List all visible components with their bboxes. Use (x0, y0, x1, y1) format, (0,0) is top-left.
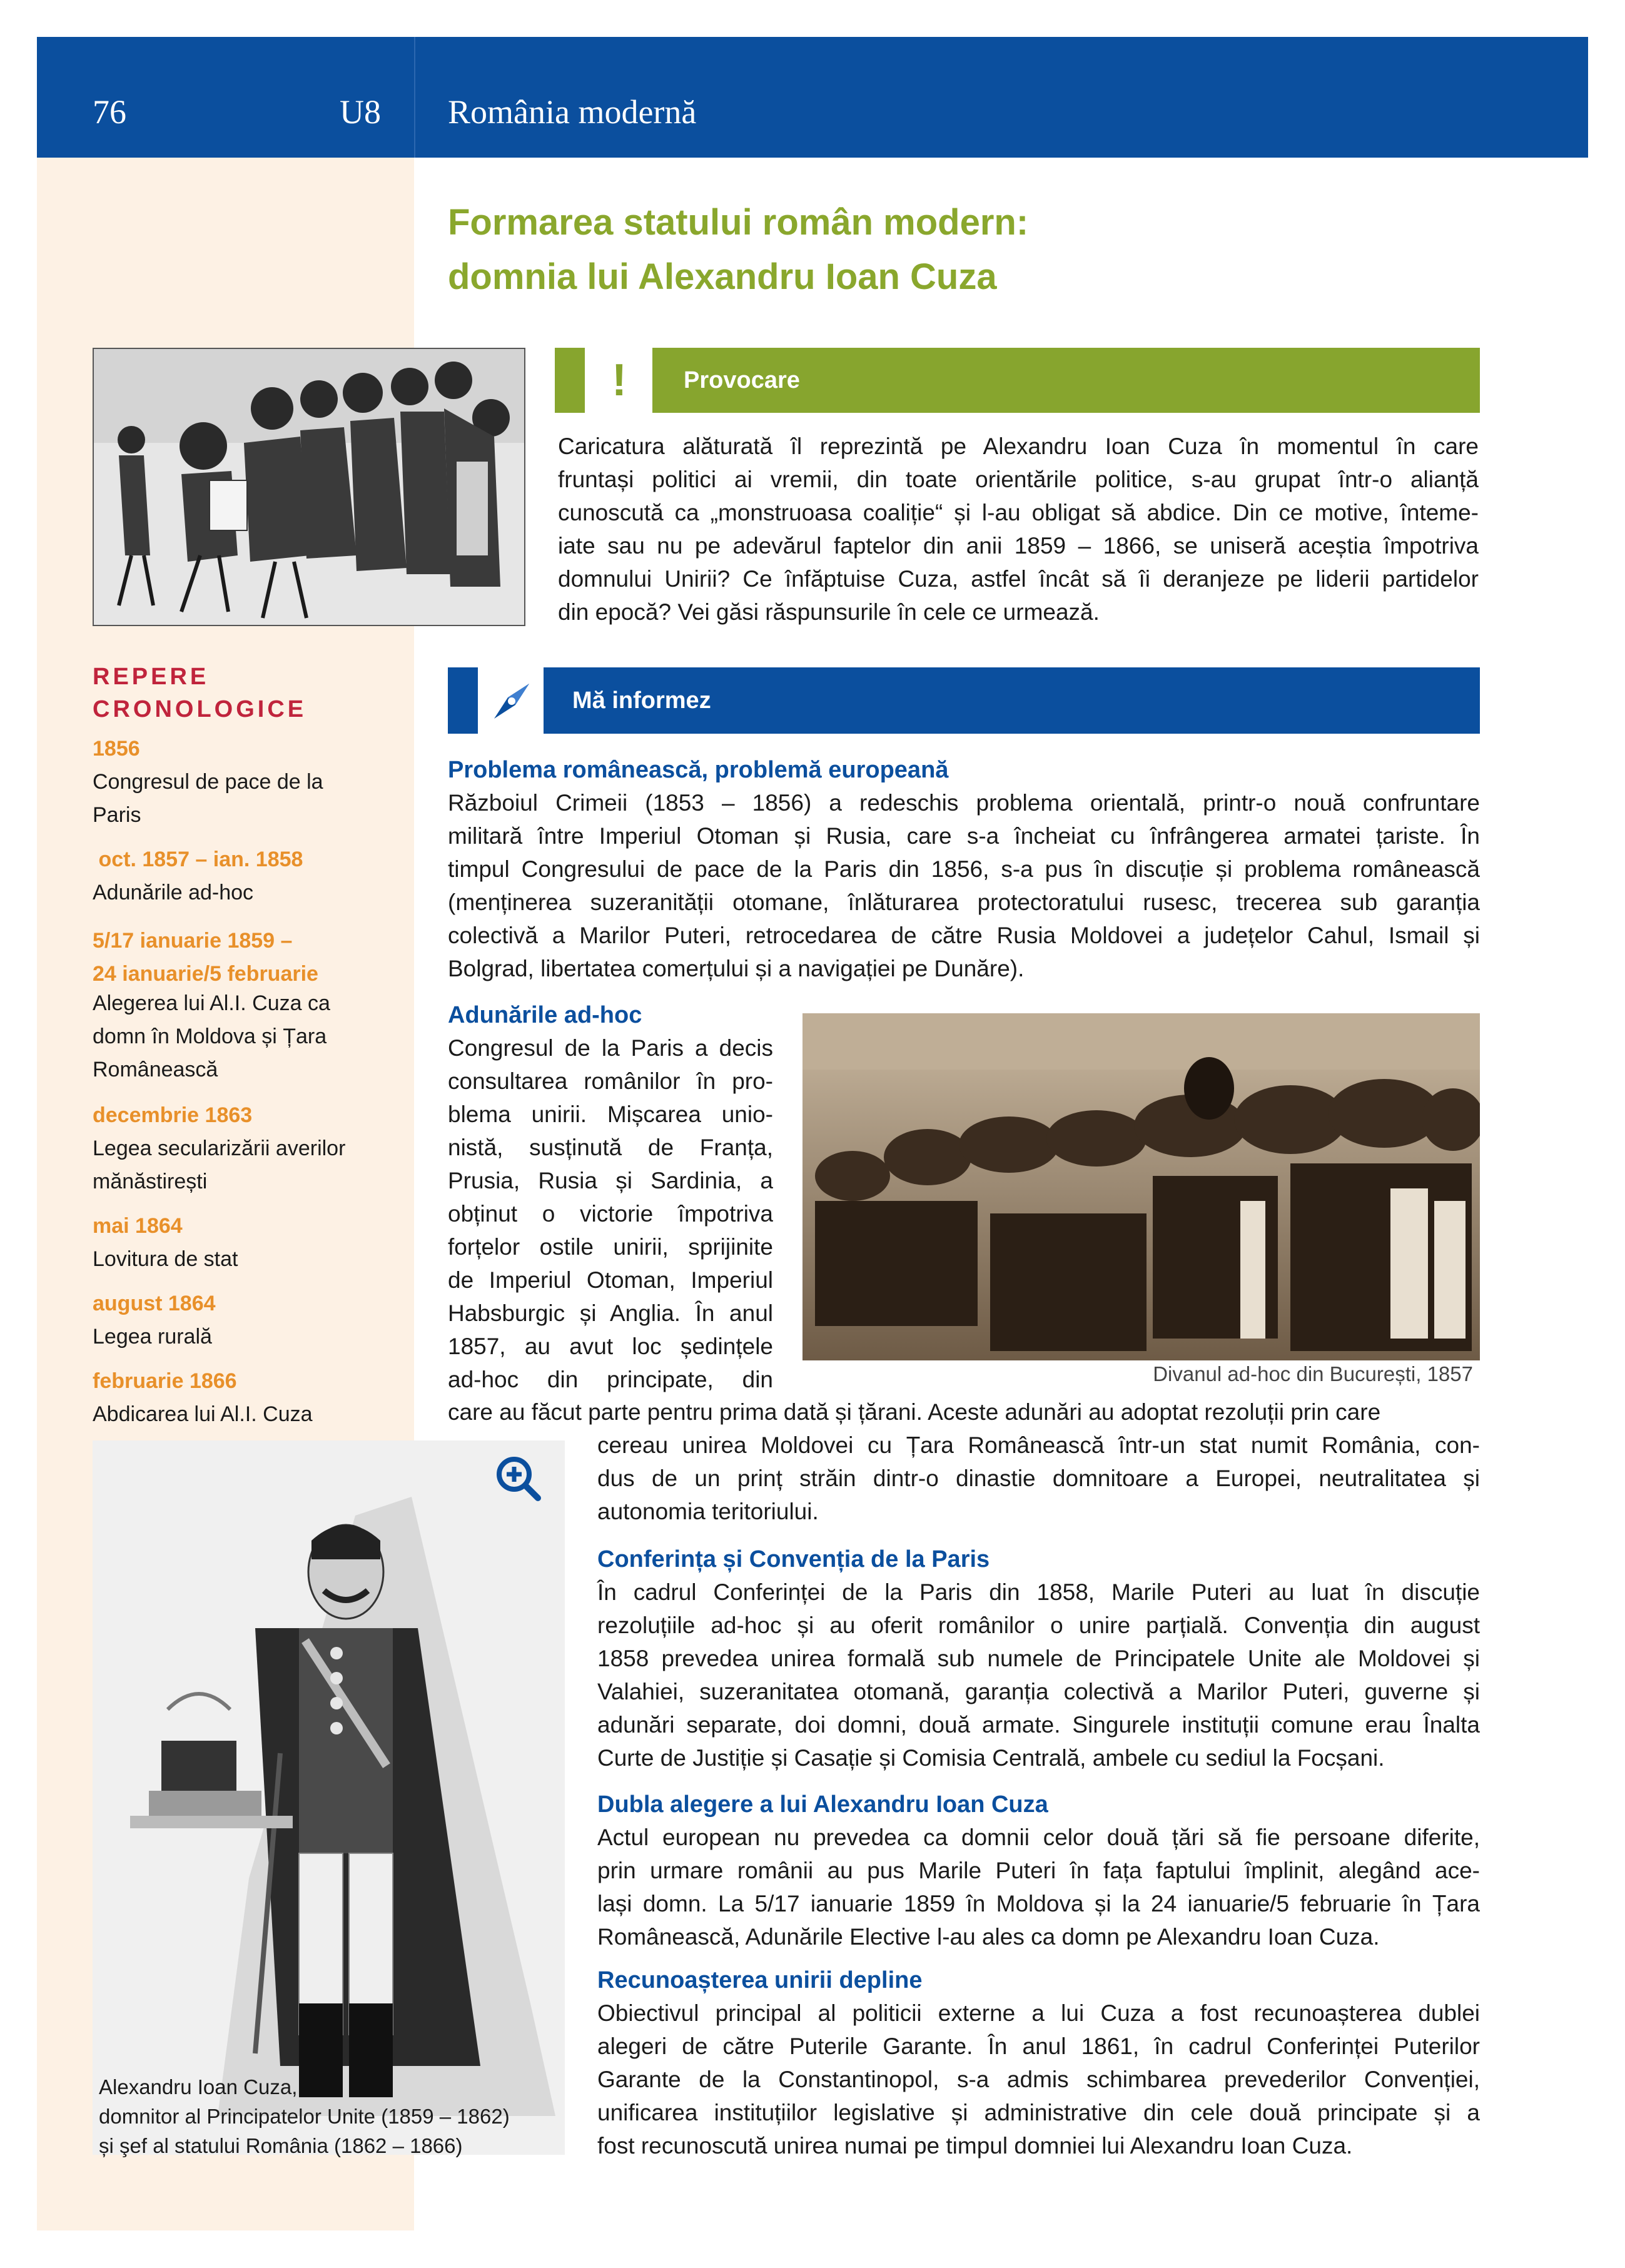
section-heading: Recunoașterea unirii depline (597, 1967, 923, 1993)
timeline-event-line: Abdicarea lui Al.I. Cuza (93, 1402, 313, 1426)
body-line: militară între Imperiul Otoman și Rusia, care s-a încheiat cu înfrângerea armatei țariste. În (448, 823, 1480, 849)
compass-icon (483, 672, 540, 730)
timeline-event-line: domn în Moldova și Țara (93, 1025, 327, 1048)
timeline-title (93, 661, 306, 726)
body-line: nistă, susținută de Franța, (448, 1135, 773, 1160)
body-line: Războiul Crimeii (1853 – 1856) a redeschis problema orientală, printr-o nouă confruntare (448, 790, 1480, 816)
cuza-portrait-image (93, 1440, 565, 2155)
caption-line: domnitor al Principatelor Unite (1859 – 1862) (99, 2105, 510, 2128)
timeline-date: decembrie 1863 (93, 1103, 253, 1127)
body-line: Garante de la Constantinopol, s-a admis schimbarea prevederilor Convenției, (597, 2067, 1480, 2092)
timeline-date: oct. 1857 – ian. 1858 (93, 848, 303, 871)
provocare-line: domnului Unirii? Ce înfăptuise Cuza, astfel încât să îi deranjeze pe liderii partidelor (558, 566, 1479, 592)
body-line: prin urmare românii au pus Marile Puteri în fața faptului împlinit, alegând ace- (597, 1858, 1480, 1883)
portrait-caption (99, 2072, 562, 2160)
body-line: ad-hoc din principate, din (448, 1367, 773, 1392)
provocare-label: Provocare (684, 367, 800, 393)
unit-label: U8 (340, 93, 381, 131)
body-line: obținut o victorie împotriva (448, 1201, 773, 1227)
body-line: blema unirii. Mișcarea unio- (448, 1101, 773, 1127)
timeline-event-line: Alegerea lui Al.I. Cuza ca (93, 991, 330, 1015)
timeline-event-line: mănăstirești (93, 1170, 208, 1193)
cuza-portrait-drawing (93, 1440, 565, 2155)
body-line: care au făcut parte pentru prima dată și țărani. Aceste adunări au adoptat rezoluții prin care (448, 1399, 1381, 1425)
section-body-narrow (448, 1031, 773, 1396)
body-line: unificarea instituțiilor legislative și administrative din cele două principate și a (597, 2100, 1480, 2125)
section-heading: Dubla alegere a lui Alexandru Ioan Cuza (597, 1791, 1048, 1818)
informez-accent-left (448, 667, 478, 734)
caricature-image (93, 348, 525, 626)
caption-line: și şef al statului România (1862 – 1866) (99, 2134, 463, 2157)
body-line: Curte de Justiție și Casație și Comisia Centrală, ambele cu sediul la Focșani. (597, 1745, 1385, 1771)
header-divider (414, 37, 415, 158)
timeline-event-line: Lovitura de stat (93, 1247, 238, 1271)
timeline-event (93, 1320, 387, 1354)
exclamation-icon: ! (612, 355, 627, 405)
body-line: cereau unirea Moldovei cu Țara Românească într-un stat numit România, con- (597, 1432, 1480, 1458)
body-line: timpul Congresului de pace de la Paris din 1856, s-a pus în discuție și problema românească (448, 856, 1480, 882)
section-body (597, 1576, 1480, 1774)
body-line: Actul european nu prevedea ca domnii celor două țări să fie persoane diferite, (597, 1825, 1480, 1850)
timeline-date: februarie 1866 (93, 1369, 237, 1393)
timeline-event-line: Românească (93, 1058, 218, 1081)
timeline-event (93, 1243, 387, 1276)
body-line: fost recunoscută unirea numai pe timpul domniei lui Alexandru Ioan Cuza. (597, 2133, 1353, 2159)
informez-label: Mă informez (572, 687, 711, 714)
timeline-event-line: Congresul de pace de la (93, 770, 323, 794)
provocare-line: iate sau nu pe adevărul faptelor din anii 1859 – 1866, se uniseră aceștia împotriva (558, 533, 1479, 559)
body-line: adunări separate, doi domni, două armate. Singurele instituții comune erau Înalta (597, 1712, 1480, 1738)
page-title-line-2: domnia lui Alexandru Ioan Cuza (448, 256, 997, 297)
body-line: Obiectivul principal al politicii externe a lui Cuza a fost recunoașterea dublei (597, 2000, 1480, 2026)
timeline-event (93, 1398, 387, 1431)
body-line: 1857, au avut loc ședințele (448, 1334, 773, 1359)
section-body (597, 1821, 1480, 1953)
timeline-date-line: 5/17 ianuarie 1859 – (93, 929, 293, 953)
body-line: dus de un prinț străin dintr-o dinastie domnitoare a Europei, neutralitatea și (597, 1466, 1480, 1491)
timeline-event-line: Paris (93, 803, 141, 827)
body-line: 1858 prevedea unirea formală sub numele de Principatele Unite ale Moldovei și (597, 1646, 1480, 1671)
provocare-line: din epocă? Vei găsi răspunsurile în cele ce urmează. (558, 599, 1100, 625)
body-line: autonomia teritoriului. (597, 1499, 819, 1524)
provocare-line: fruntași politici ai vremii, din toate orientările politice, s-au grupat într-o alianță (558, 467, 1479, 492)
section-body (597, 1997, 1480, 2162)
provocare-line: cunoscută ca „monstruoasa coaliție“ și l-au obligat să abdice. Din ce motive, înteme- (558, 500, 1479, 525)
section-heading: Problema românească, problemă europeană (448, 757, 949, 783)
caricature-drawing (94, 349, 524, 625)
provocare-bar (652, 348, 1480, 413)
page-title-line-1: Formarea statului român modern: (448, 202, 1029, 243)
body-line: alegeri de către Puterile Garante. În anul 1861, în cadrul Conferinței Puterilor (597, 2033, 1480, 2059)
timeline-event (93, 876, 387, 909)
divan-image-caption: Divanul ad-hoc din București, 1857 (1153, 1362, 1473, 1385)
body-line: Românească, Adunările Elective l-au ales ca domn pe Alexandru Ioan Cuza. (597, 1924, 1380, 1950)
timeline-title-line: CRONOLOGICE (93, 696, 307, 722)
timeline-date-line: 24 ianuarie/5 februarie (93, 962, 318, 986)
body-line: lași domn. La 5/17 ianuarie 1859 în Moldova și la 24 ianuarie/5 februarie în Țara (597, 1891, 1480, 1916)
body-line: de Imperiul Otoman, Imperiul (448, 1267, 773, 1293)
divan-scene (802, 1013, 1480, 1360)
provocare-text (558, 430, 1479, 629)
section-body (448, 786, 1480, 985)
page-number: 76 (93, 93, 126, 131)
provocare-accent-left (555, 348, 585, 413)
provocare-line: Caricatura alăturată îl reprezintă pe Alexandru Ioan Cuza în momentul în care (558, 433, 1479, 459)
timeline-date: mai 1864 (93, 1214, 183, 1238)
body-line: Valahiei, suzeranitatea otomană, garanția colectivă a Marilor Puteri, guverne și (597, 1679, 1480, 1704)
body-line: rezoluțiile ad-hoc și au oferit românilor o unire parțială. Convenția din august (597, 1612, 1480, 1638)
body-line: Prusia, Rusia și Sardinia, a (448, 1168, 773, 1193)
timeline-event (93, 987, 387, 1086)
body-line: colectivă a Marilor Puteri, retrocedarea de către Rusia Moldovei a județelor Cahul, Ismail și (448, 923, 1480, 948)
zoom-in-icon[interactable] (493, 1453, 543, 1503)
chapter-title: România modernă (448, 93, 697, 131)
section-heading: Conferința și Convenția de la Paris (597, 1546, 990, 1572)
body-line: Congresul de la Paris a decis (448, 1035, 773, 1061)
timeline-event-line: Legea rurală (93, 1325, 212, 1349)
timeline-event-line: Legea secularizării averilor (93, 1137, 346, 1160)
timeline-date: 1856 (93, 737, 140, 761)
body-line: În cadrul Conferinței de la Paris din 1858, Marile Puteri au luat în discuție (597, 1579, 1480, 1605)
timeline-event (93, 766, 387, 832)
timeline-event (93, 1132, 387, 1198)
divan-ad-hoc-image (802, 1013, 1480, 1360)
section-heading: Adunările ad-hoc (448, 1002, 642, 1028)
timeline-title-line: REPERE (93, 664, 210, 690)
body-line: Bolgrad, libertatea comerțului și a navigației pe Dunăre). (448, 956, 1025, 981)
informez-bar (544, 667, 1480, 734)
body-line: forțelor ostile unirii, sprijinite (448, 1234, 773, 1260)
body-line: Habsburgic și Anglia. În anul (448, 1300, 773, 1326)
page-header (37, 37, 1588, 158)
caption-line: Alexandru Ioan Cuza, (99, 2075, 298, 2098)
body-line: (menținerea suzeranității otomane, înlăturarea protectoratului rusesc, trecerea sub garanția (448, 889, 1480, 915)
timeline-date: august 1864 (93, 1292, 216, 1315)
timeline-date (93, 924, 318, 991)
section-body-indented (597, 1429, 1480, 1528)
body-line: consultarea românilor în pro- (448, 1068, 773, 1094)
timeline-event-line: Adunările ad-hoc (93, 881, 254, 904)
